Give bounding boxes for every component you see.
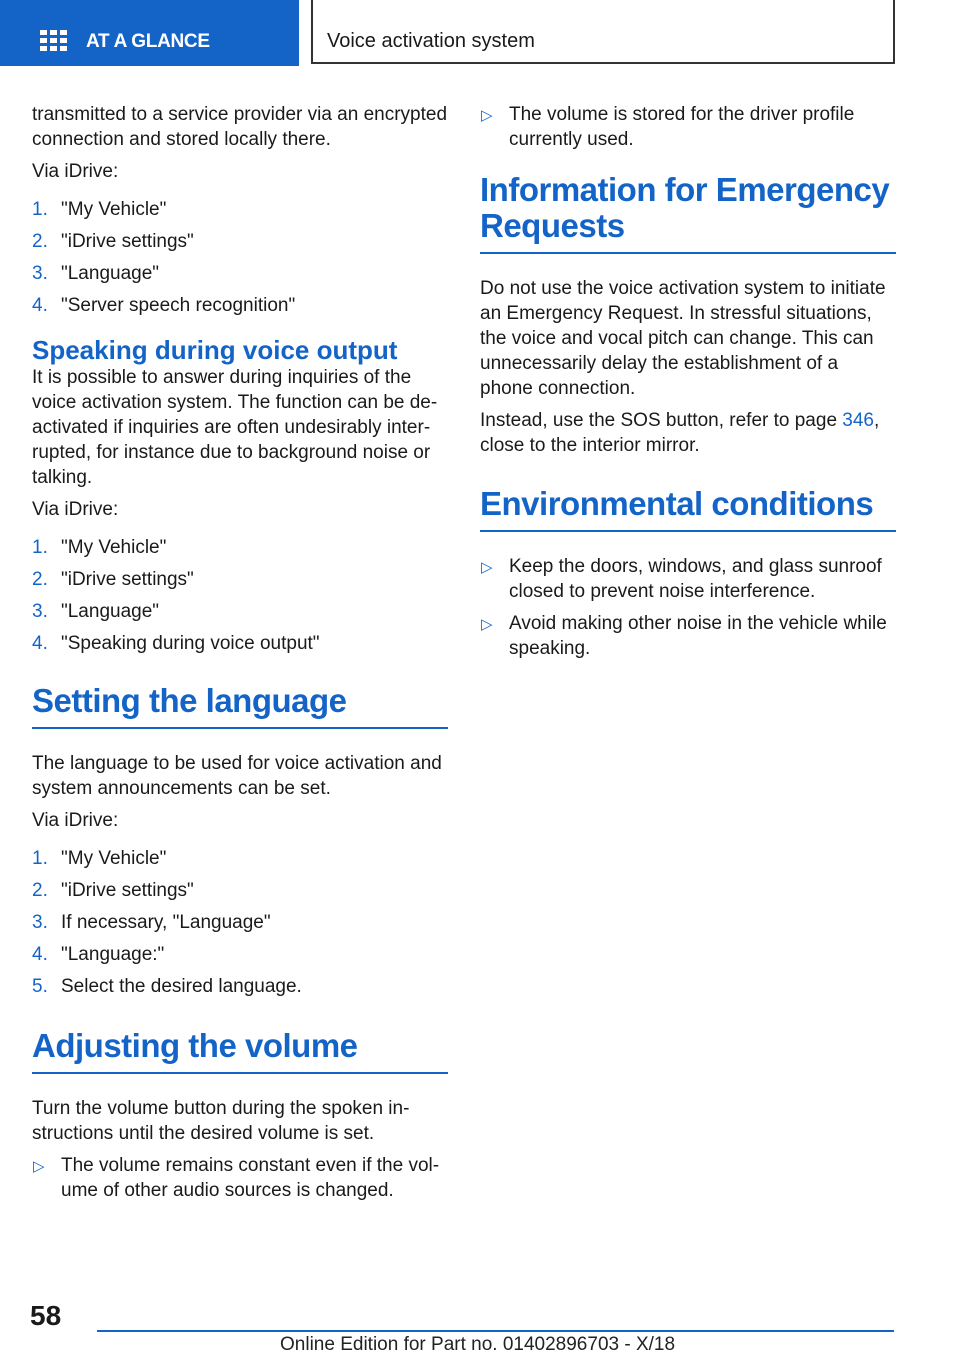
list-item: 4. "Language:" xyxy=(32,944,165,965)
heading-speaking-during-output: Speaking during voice output xyxy=(32,335,398,365)
volume-bullets-cont xyxy=(480,102,896,152)
list-item: ▷ The volume remains constant even if the vol‐ume of other audio sources is changed. xyxy=(33,1155,440,1201)
chapter-title: Voice activation system xyxy=(327,30,535,52)
list-item: 3. If necessary, "Language" xyxy=(32,912,271,933)
edition-footer: Online Edition for Part no. 01402896703 - X/18 xyxy=(280,1334,676,1355)
list-item: 2. "iDrive settings" xyxy=(32,231,194,252)
page-link-346[interactable]: 346 xyxy=(842,410,874,431)
chapter-header xyxy=(311,0,895,64)
language-text: The language to be used for voice activation and system announcements can be set. xyxy=(32,753,442,799)
page-number: 58 xyxy=(30,1300,62,1331)
list-item: 4. "Speaking during voice output" xyxy=(32,633,320,654)
heading-setting-language: Setting the language xyxy=(32,683,448,729)
speaking-text: It is possible to answer during inquiries of the voice activation system. The function can be de‐activated if inquiries are often undesirably inter‐rupted, for instance due to background noise or talking. xyxy=(32,367,438,488)
list-item: 2. "iDrive settings" xyxy=(32,880,194,901)
triangle-bullet-icon: ▷ xyxy=(33,1158,45,1175)
heading-adjusting-volume: Adjusting the volume xyxy=(32,1028,448,1074)
list-item: 3. "Language" xyxy=(32,601,160,622)
steps-server-speech xyxy=(32,197,448,325)
sos-text: Instead, use the SOS button, refer to page 346, close to the interior mirror. xyxy=(480,410,880,456)
list-item: ▷ The volume is stored for the driver profile currently used. xyxy=(481,104,855,150)
section-tab[interactable] xyxy=(0,0,299,66)
intro-text: transmitted to a service provider via an encrypted connection and stored locally there. xyxy=(32,104,448,150)
list-item: 2. "iDrive settings" xyxy=(32,569,194,590)
via-idrive-label: Via iDrive: xyxy=(32,810,119,831)
environment-bullets xyxy=(480,554,896,661)
emergency-text: Do not use the voice activation system to initiate an Emergency Request. In stressful situations, the voice and vocal pitch can change. This can unnecessarily delay the establishment of a phone connection. xyxy=(480,278,886,399)
list-item: 1. "My Vehicle" xyxy=(32,199,167,220)
triangle-bullet-icon: ▷ xyxy=(481,559,493,576)
grid-icon xyxy=(40,30,67,51)
triangle-bullet-icon: ▷ xyxy=(481,107,493,124)
list-item: 5. Select the desired language. xyxy=(32,976,302,997)
list-item: 4. "Server speech recognition" xyxy=(32,295,296,316)
left-column xyxy=(32,102,448,1210)
list-item: 1. "My Vehicle" xyxy=(32,848,167,869)
volume-text: Turn the volume button during the spoken in‐structions until the desired volume is set. xyxy=(32,1098,410,1144)
list-item: ▷ Avoid making other noise in the vehicle while speaking. xyxy=(481,613,887,659)
via-idrive-label: Via iDrive: xyxy=(32,499,119,520)
list-item: ▷ Keep the doors, windows, and glass sunroof closed to prevent noise interference. xyxy=(481,556,882,602)
steps-language xyxy=(32,846,448,1006)
section-label: AT A GLANCE xyxy=(86,31,210,52)
via-idrive-label: Via iDrive: xyxy=(32,161,119,182)
steps-speaking-output xyxy=(32,535,448,663)
list-item: 1. "My Vehicle" xyxy=(32,537,167,558)
heading-environmental-conditions: Environmental conditions xyxy=(480,486,896,532)
right-column xyxy=(480,102,896,668)
volume-bullets xyxy=(32,1153,448,1203)
heading-emergency-requests: Information for Emergency Requests xyxy=(480,172,896,254)
footer-divider xyxy=(97,1330,894,1332)
triangle-bullet-icon: ▷ xyxy=(481,616,493,633)
list-item: 3. "Language" xyxy=(32,263,160,284)
